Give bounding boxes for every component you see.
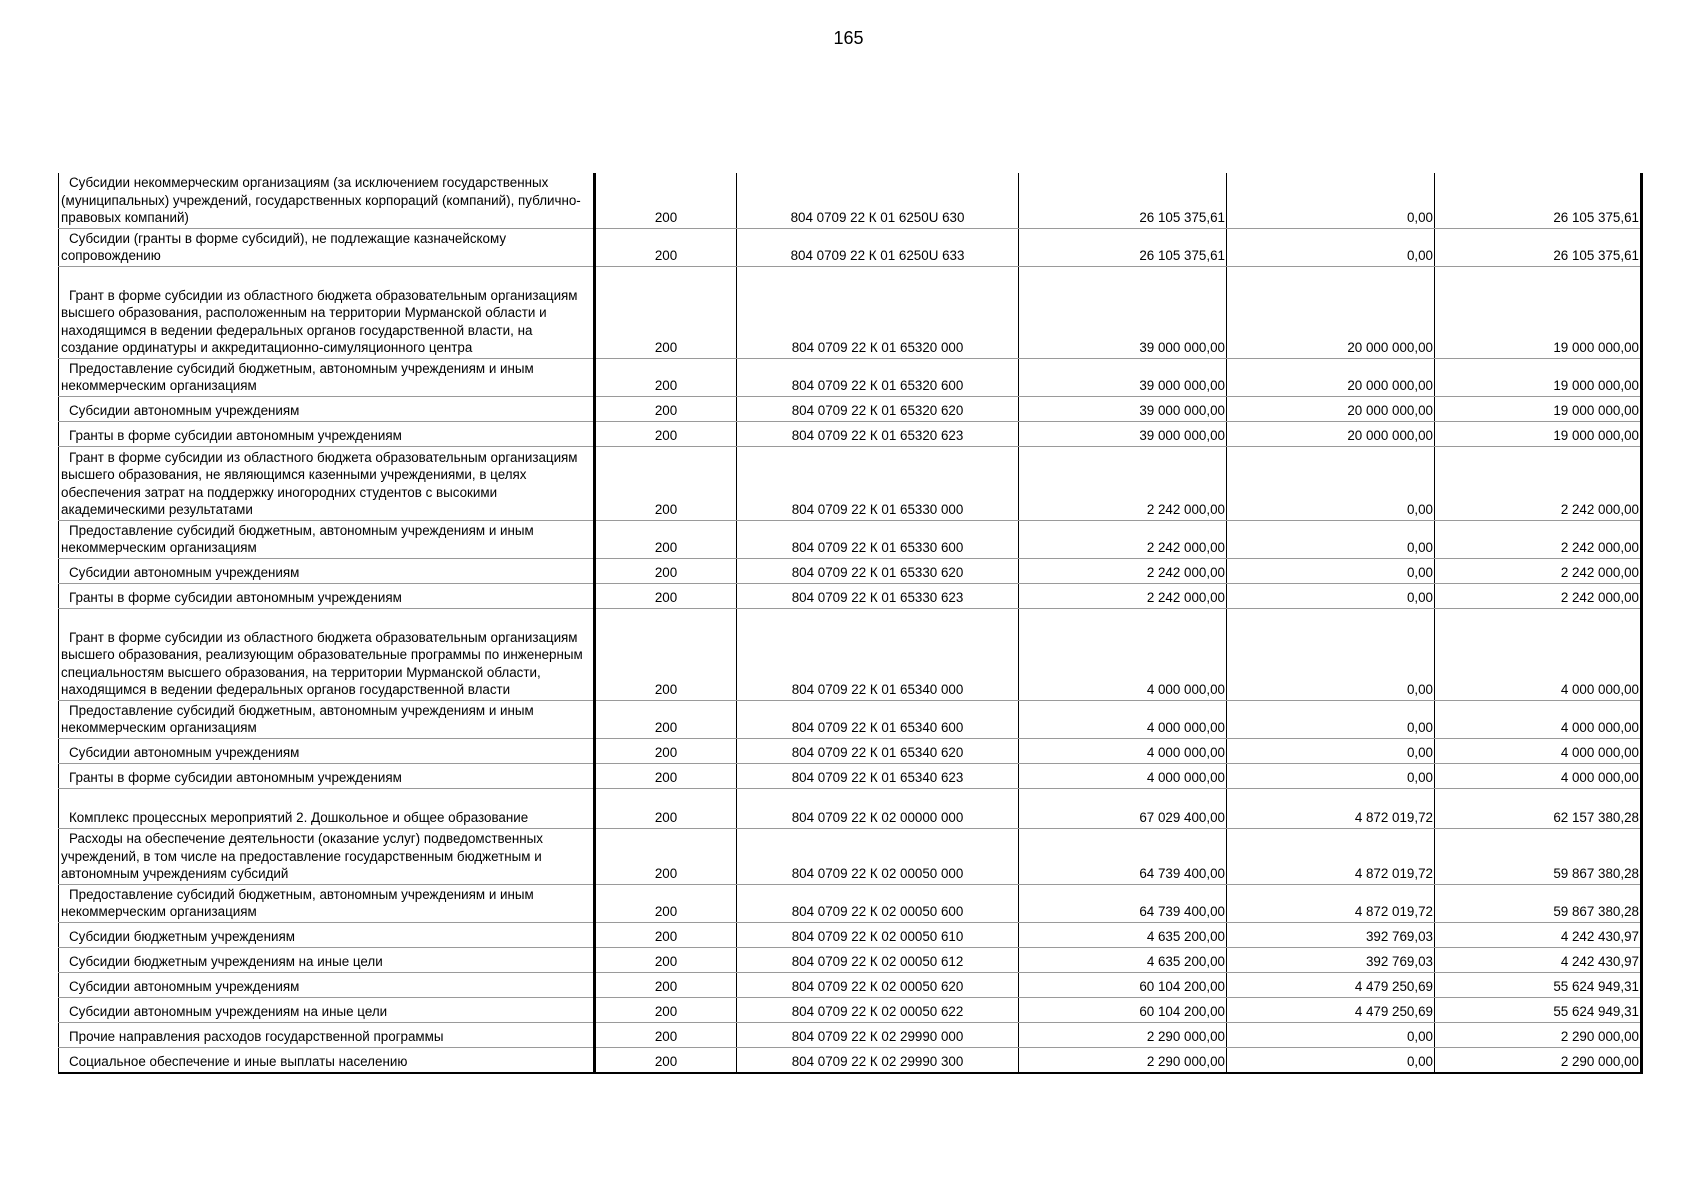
row-amount-2: 0,00 xyxy=(1227,609,1435,701)
row-amount-1: 60 104 200,00 xyxy=(1019,973,1227,998)
row-kbk: 804 0709 22 К 01 6250U 630 xyxy=(737,173,1019,229)
row-name: Субсидии автономным учреждениям на иные цели xyxy=(59,998,595,1023)
row-amount-1: 2 290 000,00 xyxy=(1019,1048,1227,1074)
row-kbk: 804 0709 22 К 01 65330 623 xyxy=(737,584,1019,609)
row-kbk: 804 0709 22 К 01 65330 600 xyxy=(737,521,1019,559)
table-row xyxy=(59,584,1642,609)
table-row xyxy=(59,789,1642,829)
table-row xyxy=(59,422,1642,447)
row-amount-1: 67 029 400,00 xyxy=(1019,789,1227,829)
row-name: Гранты в форме субсидии автономным учреждениям xyxy=(59,422,595,447)
row-amount-2: 0,00 xyxy=(1227,173,1435,229)
row-code: 200 xyxy=(595,229,737,267)
row-code: 200 xyxy=(595,998,737,1023)
row-name: Субсидии автономным учреждениям xyxy=(59,739,595,764)
row-amount-1: 4 000 000,00 xyxy=(1019,764,1227,789)
row-amount-3: 19 000 000,00 xyxy=(1435,267,1642,359)
row-amount-2: 0,00 xyxy=(1227,764,1435,789)
row-amount-1: 39 000 000,00 xyxy=(1019,267,1227,359)
row-amount-2: 4 872 019,72 xyxy=(1227,829,1435,885)
row-amount-1: 60 104 200,00 xyxy=(1019,998,1227,1023)
row-name: Предоставление субсидий бюджетным, автономным учреждениям и иным некоммерческим организациям xyxy=(59,701,595,739)
row-amount-2: 0,00 xyxy=(1227,559,1435,584)
row-code: 200 xyxy=(595,789,737,829)
row-name: Субсидии автономным учреждениям xyxy=(59,559,595,584)
row-kbk: 804 0709 22 К 01 65320 620 xyxy=(737,397,1019,422)
row-code: 200 xyxy=(595,173,737,229)
table-row xyxy=(59,609,1642,701)
row-amount-2: 20 000 000,00 xyxy=(1227,397,1435,422)
row-code: 200 xyxy=(595,267,737,359)
row-kbk: 804 0709 22 К 01 65330 620 xyxy=(737,559,1019,584)
row-amount-2: 20 000 000,00 xyxy=(1227,422,1435,447)
row-kbk: 804 0709 22 К 01 65340 620 xyxy=(737,739,1019,764)
row-code: 200 xyxy=(595,1023,737,1048)
row-kbk: 804 0709 22 К 01 65340 000 xyxy=(737,609,1019,701)
row-name: Гранты в форме субсидии автономным учреждениям xyxy=(59,584,595,609)
row-amount-1: 64 739 400,00 xyxy=(1019,885,1227,923)
row-amount-1: 2 242 000,00 xyxy=(1019,447,1227,521)
table-row xyxy=(59,447,1642,521)
row-amount-2: 20 000 000,00 xyxy=(1227,267,1435,359)
row-code: 200 xyxy=(595,422,737,447)
table-row xyxy=(59,973,1642,998)
row-amount-1: 39 000 000,00 xyxy=(1019,422,1227,447)
table-row xyxy=(59,829,1642,885)
row-code: 200 xyxy=(595,923,737,948)
row-code: 200 xyxy=(595,521,737,559)
row-kbk: 804 0709 22 К 01 6250U 633 xyxy=(737,229,1019,267)
table-row xyxy=(59,521,1642,559)
row-amount-1: 4 000 000,00 xyxy=(1019,701,1227,739)
table-row xyxy=(59,739,1642,764)
row-name: Субсидии автономным учреждениям xyxy=(59,973,595,998)
row-name: Грант в форме субсидии из областного бюджета образовательным организациям высшего образования, расположенным на территории Мурманской области и находящимся в ведении федеральных органов государственной власти, на создание ординатуры и аккредитационно-симуляционного центра xyxy=(59,267,595,359)
row-name: Социальное обеспечение и иные выплаты населению xyxy=(59,1048,595,1074)
table-row xyxy=(59,173,1642,229)
row-amount-3: 19 000 000,00 xyxy=(1435,397,1642,422)
row-amount-2: 0,00 xyxy=(1227,701,1435,739)
table-row xyxy=(59,998,1642,1023)
row-name: Субсидии автономным учреждениям xyxy=(59,397,595,422)
row-amount-2: 0,00 xyxy=(1227,739,1435,764)
row-amount-1: 26 105 375,61 xyxy=(1019,173,1227,229)
row-amount-2: 392 769,03 xyxy=(1227,923,1435,948)
row-amount-2: 0,00 xyxy=(1227,1048,1435,1074)
row-code: 200 xyxy=(595,447,737,521)
row-amount-3: 4 000 000,00 xyxy=(1435,739,1642,764)
table-row xyxy=(59,1048,1642,1074)
row-kbk: 804 0709 22 К 02 29990 300 xyxy=(737,1048,1019,1074)
row-amount-3: 4 000 000,00 xyxy=(1435,764,1642,789)
row-amount-3: 19 000 000,00 xyxy=(1435,359,1642,397)
row-amount-2: 0,00 xyxy=(1227,1023,1435,1048)
row-name: Субсидии бюджетным учреждениям xyxy=(59,923,595,948)
row-amount-2: 4 872 019,72 xyxy=(1227,789,1435,829)
row-kbk: 804 0709 22 К 01 65340 600 xyxy=(737,701,1019,739)
row-kbk: 804 0709 22 К 02 00000 000 xyxy=(737,789,1019,829)
row-name: Грант в форме субсидии из областного бюджета образовательным организациям высшего образования, не являющимся казенными учреждениями, в целях обеспечения затрат на поддержку иногородних студентов с высокими академическими результатами xyxy=(59,447,595,521)
row-code: 200 xyxy=(595,584,737,609)
row-amount-1: 2 290 000,00 xyxy=(1019,1023,1227,1048)
row-amount-3: 2 242 000,00 xyxy=(1435,521,1642,559)
row-code: 200 xyxy=(595,764,737,789)
row-code: 200 xyxy=(595,885,737,923)
row-code: 200 xyxy=(595,609,737,701)
table-row xyxy=(59,229,1642,267)
row-name: Расходы на обеспечение деятельности (оказание услуг) подведомственных учреждений, в том числе на предоставление государственным бюджетным и автономным учреждениям субсидий xyxy=(59,829,595,885)
row-code: 200 xyxy=(595,701,737,739)
row-amount-1: 2 242 000,00 xyxy=(1019,584,1227,609)
row-code: 200 xyxy=(595,739,737,764)
budget-table xyxy=(58,173,1643,1074)
row-amount-3: 2 242 000,00 xyxy=(1435,584,1642,609)
row-amount-3: 4 242 430,97 xyxy=(1435,948,1642,973)
table-row xyxy=(59,885,1642,923)
row-name: Грант в форме субсидии из областного бюджета образовательным организациям высшего образования, реализующим образовательные программы по инженерным специальностям высшего образования, на территории Мурманской области, находящимся в ведении федеральных органов государственной власти xyxy=(59,609,595,701)
row-amount-1: 2 242 000,00 xyxy=(1019,559,1227,584)
row-amount-2: 0,00 xyxy=(1227,521,1435,559)
table-row xyxy=(59,359,1642,397)
row-kbk: 804 0709 22 К 01 65330 000 xyxy=(737,447,1019,521)
row-code: 200 xyxy=(595,948,737,973)
row-code: 200 xyxy=(595,559,737,584)
row-name: Предоставление субсидий бюджетным, автономным учреждениям и иным некоммерческим организациям xyxy=(59,359,595,397)
row-amount-3: 59 867 380,28 xyxy=(1435,829,1642,885)
row-amount-3: 26 105 375,61 xyxy=(1435,229,1642,267)
row-name: Гранты в форме субсидии автономным учреждениям xyxy=(59,764,595,789)
row-amount-2: 0,00 xyxy=(1227,447,1435,521)
row-amount-3: 59 867 380,28 xyxy=(1435,885,1642,923)
row-amount-3: 4 000 000,00 xyxy=(1435,609,1642,701)
row-amount-1: 4 635 200,00 xyxy=(1019,923,1227,948)
row-code: 200 xyxy=(595,973,737,998)
row-code: 200 xyxy=(595,1048,737,1074)
row-amount-2: 392 769,03 xyxy=(1227,948,1435,973)
row-amount-2: 4 872 019,72 xyxy=(1227,885,1435,923)
row-kbk: 804 0709 22 К 02 00050 622 xyxy=(737,998,1019,1023)
row-amount-2: 20 000 000,00 xyxy=(1227,359,1435,397)
row-code: 200 xyxy=(595,829,737,885)
row-amount-3: 55 624 949,31 xyxy=(1435,998,1642,1023)
row-name: Комплекс процессных мероприятий 2. Дошкольное и общее образование xyxy=(59,789,595,829)
row-amount-1: 39 000 000,00 xyxy=(1019,359,1227,397)
row-amount-3: 2 290 000,00 xyxy=(1435,1023,1642,1048)
row-name: Субсидии бюджетным учреждениям на иные цели xyxy=(59,948,595,973)
row-amount-1: 2 242 000,00 xyxy=(1019,521,1227,559)
row-amount-2: 4 479 250,69 xyxy=(1227,973,1435,998)
row-amount-1: 39 000 000,00 xyxy=(1019,397,1227,422)
row-kbk: 804 0709 22 К 01 65340 623 xyxy=(737,764,1019,789)
row-amount-2: 0,00 xyxy=(1227,229,1435,267)
row-kbk: 804 0709 22 К 01 65320 000 xyxy=(737,267,1019,359)
row-name: Субсидии (гранты в форме субсидий), не подлежащие казначейскому сопровождению xyxy=(59,229,595,267)
table-row xyxy=(59,948,1642,973)
row-amount-3: 55 624 949,31 xyxy=(1435,973,1642,998)
table-row xyxy=(59,1023,1642,1048)
row-name: Субсидии некоммерческим организациям (за исключением государственных (муниципальных) учреждений, государственных корпораций (компаний), публично-правовых компаний) xyxy=(59,173,595,229)
row-amount-3: 19 000 000,00 xyxy=(1435,422,1642,447)
row-amount-1: 4 635 200,00 xyxy=(1019,948,1227,973)
row-kbk: 804 0709 22 К 02 00050 610 xyxy=(737,923,1019,948)
row-amount-1: 4 000 000,00 xyxy=(1019,609,1227,701)
row-kbk: 804 0709 22 К 01 65320 600 xyxy=(737,359,1019,397)
row-amount-1: 26 105 375,61 xyxy=(1019,229,1227,267)
table-row xyxy=(59,764,1642,789)
row-code: 200 xyxy=(595,359,737,397)
row-amount-3: 26 105 375,61 xyxy=(1435,173,1642,229)
row-amount-3: 2 242 000,00 xyxy=(1435,447,1642,521)
row-name: Предоставление субсидий бюджетным, автономным учреждениям и иным некоммерческим организациям xyxy=(59,885,595,923)
row-kbk: 804 0709 22 К 02 00050 612 xyxy=(737,948,1019,973)
table-row xyxy=(59,701,1642,739)
row-name: Прочие направления расходов государственной программы xyxy=(59,1023,595,1048)
row-kbk: 804 0709 22 К 02 29990 000 xyxy=(737,1023,1019,1048)
row-amount-3: 4 000 000,00 xyxy=(1435,701,1642,739)
row-amount-3: 4 242 430,97 xyxy=(1435,923,1642,948)
row-amount-2: 4 479 250,69 xyxy=(1227,998,1435,1023)
row-name: Предоставление субсидий бюджетным, автономным учреждениям и иным некоммерческим организациям xyxy=(59,521,595,559)
row-amount-3: 2 242 000,00 xyxy=(1435,559,1642,584)
row-kbk: 804 0709 22 К 02 00050 620 xyxy=(737,973,1019,998)
page-number: 165 xyxy=(833,28,864,48)
table-row xyxy=(59,923,1642,948)
row-kbk: 804 0709 22 К 02 00050 000 xyxy=(737,829,1019,885)
row-amount-3: 62 157 380,28 xyxy=(1435,789,1642,829)
table-row xyxy=(59,559,1642,584)
row-code: 200 xyxy=(595,397,737,422)
table-row xyxy=(59,267,1642,359)
row-kbk: 804 0709 22 К 02 00050 600 xyxy=(737,885,1019,923)
row-amount-1: 4 000 000,00 xyxy=(1019,739,1227,764)
row-amount-1: 64 739 400,00 xyxy=(1019,829,1227,885)
row-kbk: 804 0709 22 К 01 65320 623 xyxy=(737,422,1019,447)
table-row xyxy=(59,397,1642,422)
row-amount-3: 2 290 000,00 xyxy=(1435,1048,1642,1074)
row-amount-2: 0,00 xyxy=(1227,584,1435,609)
